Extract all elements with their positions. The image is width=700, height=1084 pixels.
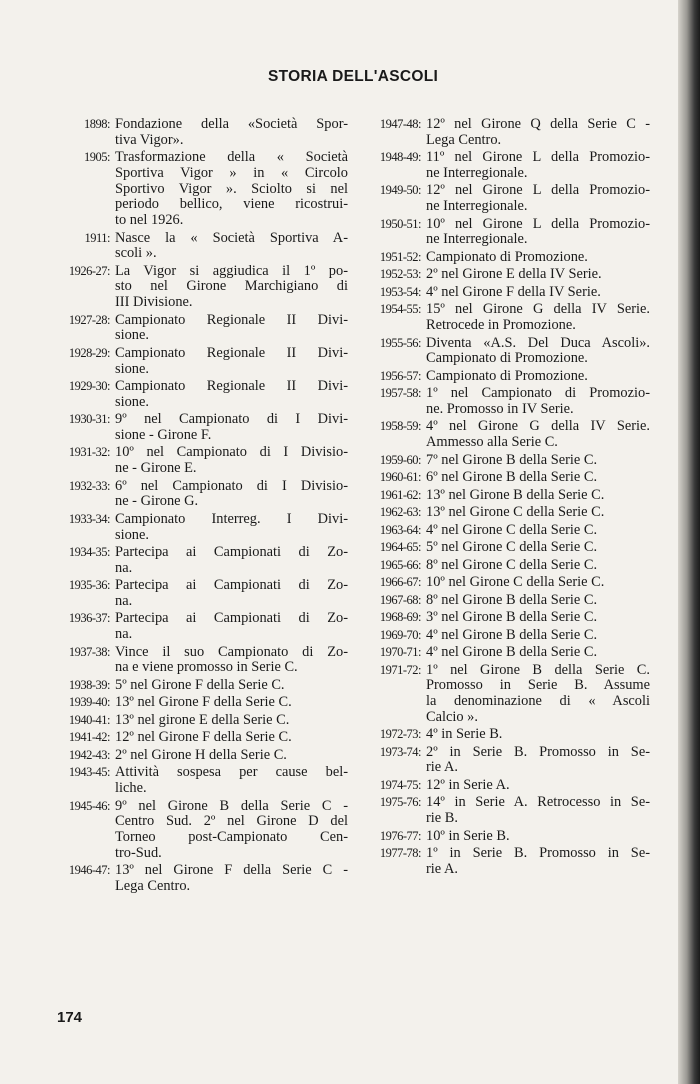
season-year: 1968-69: <box>379 610 421 625</box>
season-description <box>426 183 650 214</box>
description-line: 10º nel Girone L della Promozio- <box>426 215 650 232</box>
description-line: ne Interregionale. <box>426 198 528 215</box>
page-number: 174 <box>57 1009 83 1026</box>
season-year: 1898: <box>84 117 110 131</box>
description-line: 12º nel Girone F della Serie C. <box>115 729 292 746</box>
history-entry <box>48 765 348 796</box>
description-line: 13º nel Girone F della Serie C. <box>115 694 292 711</box>
season-year: 1965-66: <box>379 557 421 572</box>
season-year: 1911: <box>84 230 110 245</box>
description-line: rie B. <box>426 810 458 827</box>
history-entry <box>355 745 650 776</box>
description-line: 15º nel Girone G della IV Serie. <box>426 301 650 318</box>
season-year: 1967-68: <box>379 592 421 607</box>
history-entry <box>48 545 348 576</box>
description-line: Diventa «A.S. Del Duca Ascoli». <box>426 334 650 351</box>
season-year: 1945-46: <box>68 798 110 813</box>
description-line: 10º nel Campionato di I Divisio- <box>115 444 348 461</box>
description-line: sione. <box>115 327 149 344</box>
history-entry <box>355 217 650 248</box>
description-line: 10º nel Girone C della Serie C. <box>426 574 605 591</box>
season-year: 1955-56: <box>379 335 421 350</box>
description-line: na. <box>115 592 133 609</box>
page-title: STORIA DELL'ASCOLI <box>268 68 439 85</box>
description-line: ne Interregionale. <box>426 164 528 181</box>
season-description <box>426 846 650 877</box>
season-year: 1932-33: <box>68 478 110 493</box>
history-entry <box>355 250 650 266</box>
season-year: 1959-60: <box>379 452 421 467</box>
description-line: Calcio ». <box>426 708 478 725</box>
description-line: 6º nel Girone B della Serie C. <box>426 469 598 486</box>
history-entry <box>48 346 348 377</box>
description-line: Lega Centro. <box>426 131 502 148</box>
description-line: to nel 1926. <box>115 212 184 229</box>
season-year: 1928-29: <box>68 345 110 360</box>
season-description <box>426 575 650 591</box>
description-line: 13º nel girone E della Serie C. <box>115 711 290 728</box>
description-line: Campionato Regionale II Divi- <box>115 311 348 328</box>
description-line: Retrocede in Promozione. <box>426 317 576 334</box>
description-line: 2º nel Girone H della Serie C. <box>115 746 287 763</box>
season-description <box>115 379 348 410</box>
history-entry <box>48 150 348 229</box>
season-description <box>115 512 348 543</box>
season-description <box>115 765 348 796</box>
description-line: Trasformazione della « Società <box>115 149 348 166</box>
season-year: 1952-53: <box>379 267 421 282</box>
season-description <box>115 695 348 711</box>
history-entry <box>48 512 348 543</box>
description-line: 12º nel Girone L della Promozio- <box>426 182 650 199</box>
description-line: 3º nel Girone B della Serie C. <box>426 609 598 626</box>
description-line: scoli ». <box>115 245 157 262</box>
season-year: 1948-49: <box>379 150 421 165</box>
season-year: 1933-34: <box>68 511 110 526</box>
season-description <box>115 578 348 609</box>
history-entry <box>48 379 348 410</box>
season-year: 1958-59: <box>379 419 421 434</box>
history-entry <box>355 778 650 794</box>
season-description <box>115 231 348 262</box>
season-description <box>426 628 650 644</box>
history-entry <box>48 645 348 676</box>
description-line: na. <box>115 559 133 576</box>
description-line: Ammesso alla Serie C. <box>426 434 558 451</box>
season-year: 1935-36: <box>68 578 110 593</box>
season-description <box>426 540 650 556</box>
description-line: 4º nel Girone B della Serie C. <box>426 626 598 643</box>
season-description <box>426 453 650 469</box>
season-year: 1930-31: <box>68 412 110 427</box>
description-line: la denominazione di « Ascoli <box>426 693 650 710</box>
history-entry <box>48 479 348 510</box>
history-entry <box>355 846 650 877</box>
description-line: Promosso in Serie B. Assume <box>426 677 650 694</box>
description-line: Nasce la « Società Sportiva A- <box>115 229 348 246</box>
season-year: 1936-37: <box>68 611 110 626</box>
season-description <box>426 727 650 743</box>
description-line: sione. <box>115 526 149 543</box>
description-line: na. <box>115 626 133 643</box>
history-entry <box>355 628 650 644</box>
description-line: 1º nel Campionato di Promozio- <box>426 385 650 402</box>
season-year: 1960-61: <box>379 470 421 485</box>
season-year: 1931-32: <box>68 445 110 460</box>
description-line: Campionato Interreg. I Divi- <box>115 510 348 527</box>
season-year: 1964-65: <box>379 540 421 555</box>
history-entry <box>355 285 650 301</box>
description-line: rie A. <box>426 860 458 877</box>
season-description <box>115 545 348 576</box>
history-entry <box>355 663 650 726</box>
season-description <box>115 479 348 510</box>
history-entry <box>355 183 650 214</box>
season-description <box>115 799 348 862</box>
history-entry <box>355 540 650 556</box>
season-year: 1976-77: <box>379 828 421 843</box>
season-description <box>426 523 650 539</box>
season-description <box>426 285 650 301</box>
season-description <box>426 663 650 726</box>
description-line: Campionato di Promozione. <box>426 248 588 265</box>
season-year: 1927-28: <box>68 312 110 327</box>
description-line: ne - Girone E. <box>115 460 197 477</box>
description-line: 1º nel Girone B della Serie C. <box>426 661 650 678</box>
season-year: 1966-67: <box>379 575 421 590</box>
season-description <box>115 611 348 642</box>
description-line: La Vigor si aggiudica il 1º po- <box>115 262 348 279</box>
season-description <box>115 445 348 476</box>
season-description <box>115 748 348 764</box>
description-line: 4º in Serie B. <box>426 726 503 743</box>
season-year: 1953-54: <box>379 284 421 299</box>
description-line: 10º in Serie B. <box>426 827 510 844</box>
description-line: 14º in Serie A. Retrocesso in Se- <box>426 794 650 811</box>
season-description <box>115 313 348 344</box>
description-line: Sportiva Vigor » in « Circolo <box>115 164 348 181</box>
season-description <box>426 645 650 661</box>
page-edge-shadow <box>678 0 700 1084</box>
description-line: Sportivo Vigor ». Sciolto si nel <box>115 180 348 197</box>
season-year: 1929-30: <box>68 379 110 394</box>
description-line: 2º nel Girone E della IV Serie. <box>426 266 602 283</box>
history-entry <box>355 453 650 469</box>
history-entry <box>48 117 348 148</box>
description-line: 12º in Serie A. <box>426 776 510 793</box>
description-line: rie A. <box>426 759 458 776</box>
season-year: 1943-45: <box>68 765 110 780</box>
history-entry <box>355 523 650 539</box>
season-year: 1954-55: <box>379 302 421 317</box>
season-description <box>426 829 650 845</box>
description-line: 5º nel Girone C della Serie C. <box>426 539 598 556</box>
description-line: sione - Girone F. <box>115 426 212 443</box>
description-line: Partecipa ai Campionati di Zo- <box>115 577 348 594</box>
description-line: 9º nel Girone B della Serie C - <box>115 797 348 814</box>
description-line: 1º in Serie B. Promosso in Se- <box>426 845 650 862</box>
description-line: III Divisione. <box>115 294 193 311</box>
season-description <box>426 117 650 148</box>
left-column <box>48 117 348 896</box>
season-description <box>426 795 650 826</box>
season-year: 1956-57: <box>379 368 421 383</box>
description-line: Lega Centro. <box>115 877 191 894</box>
history-entry <box>48 611 348 642</box>
history-entry <box>48 730 348 746</box>
description-line: sione. <box>115 360 149 377</box>
description-line: 5º nel Girone F della Serie C. <box>115 676 285 693</box>
description-line: 4º nel Girone G della IV Serie. <box>426 418 650 435</box>
description-line: liche. <box>115 780 147 797</box>
history-entry <box>355 488 650 504</box>
history-entry <box>355 505 650 521</box>
description-line: Campionato di Promozione. <box>426 350 588 367</box>
history-entry <box>48 799 348 862</box>
season-description <box>115 412 348 443</box>
season-year: 1937-38: <box>68 644 110 659</box>
description-line: Vince il suo Campionato di Zo- <box>115 643 348 660</box>
description-line: 13º nel Girone B della Serie C. <box>426 486 605 503</box>
history-entry <box>355 117 650 148</box>
history-entry <box>48 678 348 694</box>
season-year: 1972-73: <box>379 727 421 742</box>
description-line: 13º nel Girone C della Serie C. <box>426 504 605 521</box>
history-entry <box>48 313 348 344</box>
season-description <box>426 505 650 521</box>
season-year: 1941-42: <box>68 730 110 745</box>
history-entry <box>355 369 650 385</box>
description-line: Torneo post-Campionato Cen- <box>115 828 348 845</box>
season-year: 1962-63: <box>379 505 421 520</box>
season-description <box>426 593 650 609</box>
description-line: periodo bellico, viene ricostrui- <box>115 196 348 213</box>
history-entry <box>355 419 650 450</box>
season-year: 1939-40: <box>68 695 110 710</box>
description-line: tro-Sud. <box>115 844 162 861</box>
history-entry <box>355 386 650 417</box>
season-description <box>426 419 650 450</box>
season-description <box>426 610 650 626</box>
season-description <box>426 336 650 367</box>
description-line: 2º in Serie B. Promosso in Se- <box>426 743 650 760</box>
season-description <box>115 730 348 746</box>
description-line: 12º nel Girone Q della Serie C - <box>426 116 650 132</box>
season-description <box>115 645 348 676</box>
description-line: ne - Girone G. <box>115 493 199 510</box>
right-column <box>355 117 650 879</box>
description-line: 6º nel Campionato di I Divisio- <box>115 477 348 494</box>
description-line: 4º nel Girone F della IV Serie. <box>426 283 601 300</box>
season-year: 1938-39: <box>68 677 110 692</box>
season-year: 1950-51: <box>379 216 421 231</box>
description-line: sione. <box>115 393 149 410</box>
history-entry <box>355 336 650 367</box>
history-entry <box>355 727 650 743</box>
season-year: 1977-78: <box>379 846 421 861</box>
history-entry <box>355 558 650 574</box>
season-description <box>426 470 650 486</box>
history-entry <box>355 575 650 591</box>
season-description <box>115 713 348 729</box>
description-line: Campionato Regionale II Divi- <box>115 378 348 395</box>
season-description <box>426 217 650 248</box>
history-entry <box>355 593 650 609</box>
season-description <box>426 488 650 504</box>
season-description <box>426 369 650 385</box>
season-year: 1905: <box>84 150 110 165</box>
season-year: 1961-62: <box>379 487 421 502</box>
description-line: 4º nel Girone C della Serie C. <box>426 521 598 538</box>
season-description <box>426 267 650 283</box>
season-description <box>115 117 348 148</box>
history-entry <box>48 695 348 711</box>
season-description <box>426 150 650 181</box>
description-line: Partecipa ai Campionati di Zo- <box>115 544 348 561</box>
season-description <box>115 863 348 894</box>
history-entry <box>355 267 650 283</box>
season-year: 1971-72: <box>379 662 421 677</box>
season-description <box>115 150 348 229</box>
description-line: Partecipa ai Campionati di Zo- <box>115 610 348 627</box>
description-line: 7º nel Girone B della Serie C. <box>426 451 598 468</box>
season-year: 1951-52: <box>379 249 421 264</box>
history-entry <box>48 713 348 729</box>
season-year: 1926-27: <box>68 263 110 278</box>
season-description <box>426 558 650 574</box>
history-entry <box>355 610 650 626</box>
history-entry <box>48 412 348 443</box>
season-year: 1974-75: <box>379 777 421 792</box>
description-line: 8º nel Girone B della Serie C. <box>426 591 598 608</box>
season-description <box>115 346 348 377</box>
description-line: ne Interregionale. <box>426 231 528 248</box>
season-year: 1942-43: <box>68 747 110 762</box>
season-description <box>426 302 650 333</box>
description-line: sto nel Girone Marchigiano di <box>115 278 348 295</box>
description-line: Centro Sud. 2º nel Girone D del <box>115 813 348 830</box>
season-year: 1963-64: <box>379 522 421 537</box>
description-line: 13º nel Girone F della Serie C - <box>115 862 348 879</box>
season-description <box>426 250 650 266</box>
description-line: Campionato Regionale II Divi- <box>115 344 348 361</box>
history-entry <box>48 748 348 764</box>
history-entry <box>48 231 348 262</box>
history-entry <box>48 578 348 609</box>
history-entry <box>355 645 650 661</box>
season-year: 1940-41: <box>68 712 110 727</box>
season-year: 1975-76: <box>379 795 421 810</box>
description-line: 11º nel Girone L della Promozio- <box>426 149 650 166</box>
season-year: 1970-71: <box>379 645 421 660</box>
season-year: 1957-58: <box>379 386 421 401</box>
season-year: 1969-70: <box>379 627 421 642</box>
history-entry <box>355 795 650 826</box>
season-description <box>115 678 348 694</box>
description-line: ne. Promosso in IV Serie. <box>426 400 574 417</box>
season-description <box>115 264 348 311</box>
description-line: 9º nel Campionato di I Divi- <box>115 411 348 428</box>
description-line: 4º nel Girone B della Serie C. <box>426 644 598 661</box>
season-description <box>426 386 650 417</box>
description-line: na e viene promosso in Serie C. <box>115 659 298 676</box>
history-entry <box>355 302 650 333</box>
history-entry <box>355 829 650 845</box>
history-entry <box>48 264 348 311</box>
season-year: 1973-74: <box>379 744 421 759</box>
season-year: 1949-50: <box>379 183 421 198</box>
description-line: Campionato di Promozione. <box>426 367 588 384</box>
season-year: 1934-35: <box>68 545 110 560</box>
description-line: Fondazione della «Società Spor- <box>115 116 348 132</box>
season-year: 1947-48: <box>379 117 421 131</box>
description-line: Attività sospesa per cause bel- <box>115 764 348 781</box>
description-line: 8º nel Girone C della Serie C. <box>426 556 598 573</box>
history-entry <box>355 150 650 181</box>
season-year: 1946-47: <box>68 863 110 878</box>
history-entry <box>355 470 650 486</box>
season-description <box>426 778 650 794</box>
description-line: tiva Vigor». <box>115 131 184 148</box>
history-entry <box>48 863 348 894</box>
season-description <box>426 745 650 776</box>
history-entry <box>48 445 348 476</box>
